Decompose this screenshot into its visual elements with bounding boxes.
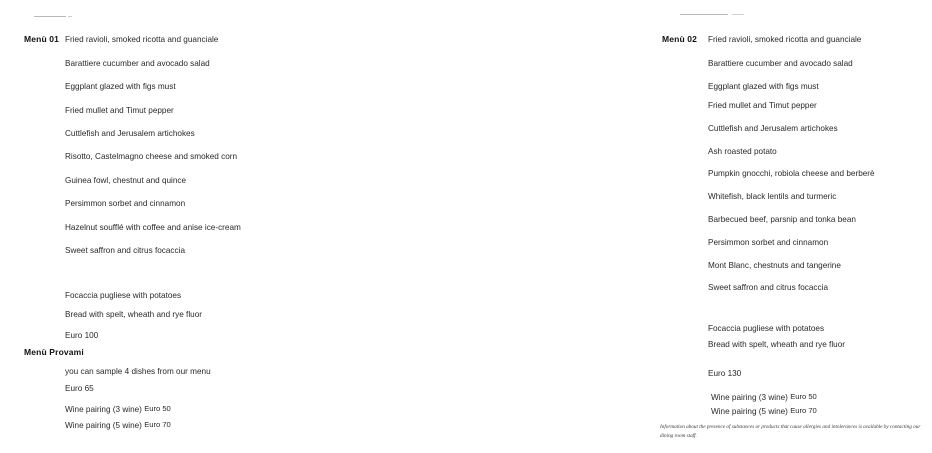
menu-02-item-11: Mont Blanc, chestnuts and tangerine [708, 261, 841, 270]
pairing-amount: Euro 70 [144, 420, 171, 429]
menu-column-right [320, 0, 921, 453]
menu-02-item-8: Whitefish, black lentils and turmeric [708, 192, 837, 201]
menu-02-pairing-3-wine [711, 392, 817, 402]
menu-02-item-10: Persimmon sorbet and cinnamon [708, 238, 829, 247]
menu-provami-description: you can sample 4 dishes from our menu [65, 367, 211, 376]
menu-provami-title: Menù Provami [24, 347, 84, 357]
menu-02-item-2: Barattiere cucumber and avocado salad [708, 59, 853, 68]
menu-01-bread-1: Focaccia pugliese with potatoes [65, 291, 182, 300]
menu-provami-pairing-3-wine [65, 404, 171, 414]
menu-01-item-5: Cuttlefish and Jerusalem artichokes [65, 129, 195, 138]
menu-01-item-4: Fried mullet and Timut pepper [65, 106, 174, 115]
menu-provami-price: Euro 65 [65, 384, 94, 393]
menu-02-item-9: Barbecued beef, parsnip and tonka bean [708, 215, 856, 224]
menu-02-item-6: Ash roasted potato [708, 147, 777, 156]
menu-01-item-2: Barattiere cucumber and avocado salad [65, 59, 210, 68]
menu-01-item-6: Risotto, Castelmagno cheese and smoked corn [65, 152, 238, 161]
menu-01-item-7: Guinea fowl, chestnut and quince [65, 176, 187, 185]
menu-column-left [0, 0, 320, 453]
menu-02-title: Menù 02 [662, 34, 698, 44]
menu-02-item-7: Pumpkin gnocchi, robiola cheese and berberè [708, 169, 875, 178]
menu-01-item-3: Eggplant glazed with figs must [65, 82, 176, 91]
decorative-rule-left [34, 16, 66, 17]
pairing-label: Wine pairing (5 wine) [711, 407, 788, 416]
menu-01-bread-2: Bread with spelt, wheath and rye fluor [65, 310, 202, 319]
pairing-amount: Euro 70 [790, 406, 817, 415]
menu-provami-pairing-5-wine [65, 420, 171, 430]
menu-02-item-5: Cuttlefish and Jerusalem artichokes [708, 124, 838, 133]
pairing-label: Wine pairing (3 wine) [65, 405, 142, 414]
pairing-amount: Euro 50 [790, 392, 817, 401]
menu-02-bread-2: Bread with spelt, wheath and rye fluor [708, 340, 845, 349]
menu-02-item-1: Fried ravioli, smoked ricotta and guanciale [708, 35, 862, 44]
menu-02-item-3: Eggplant glazed with figs must [708, 82, 819, 91]
menu-01-item-1: Fried ravioli, smoked ricotta and guanciale [65, 35, 219, 44]
menu-01-item-10: Sweet saffron and citrus focaccia [65, 246, 185, 255]
pairing-label: Wine pairing (5 wine) [65, 421, 142, 430]
menu-02-price: Euro 130 [708, 369, 742, 378]
decorative-rule-right-tail [732, 14, 744, 15]
decorative-rule-right [680, 14, 728, 15]
decorative-rule-left-tail [68, 16, 72, 17]
menu-01-price: Euro 100 [65, 331, 99, 340]
pairing-label: Wine pairing (3 wine) [711, 393, 788, 402]
menu-02-pairing-5-wine [711, 406, 817, 416]
menu-02-item-12: Sweet saffron and citrus focaccia [708, 283, 828, 292]
menu-01-title: Menù 01 [24, 34, 60, 44]
menu-01-item-8: Persimmon sorbet and cinnamon [65, 199, 186, 208]
pairing-amount: Euro 50 [144, 404, 171, 413]
menu-01-item-9: Hazelnut soufflé with coffee and anise ice-cream [65, 223, 241, 232]
menu-02-item-4: Fried mullet and Timut pepper [708, 101, 817, 110]
allergen-footnote: Information about the presence of substances or products that cause allergies and intolerances is available by contacting our dining room staff. [660, 424, 921, 439]
menu-02-bread-1: Focaccia pugliese with potatoes [708, 324, 825, 333]
